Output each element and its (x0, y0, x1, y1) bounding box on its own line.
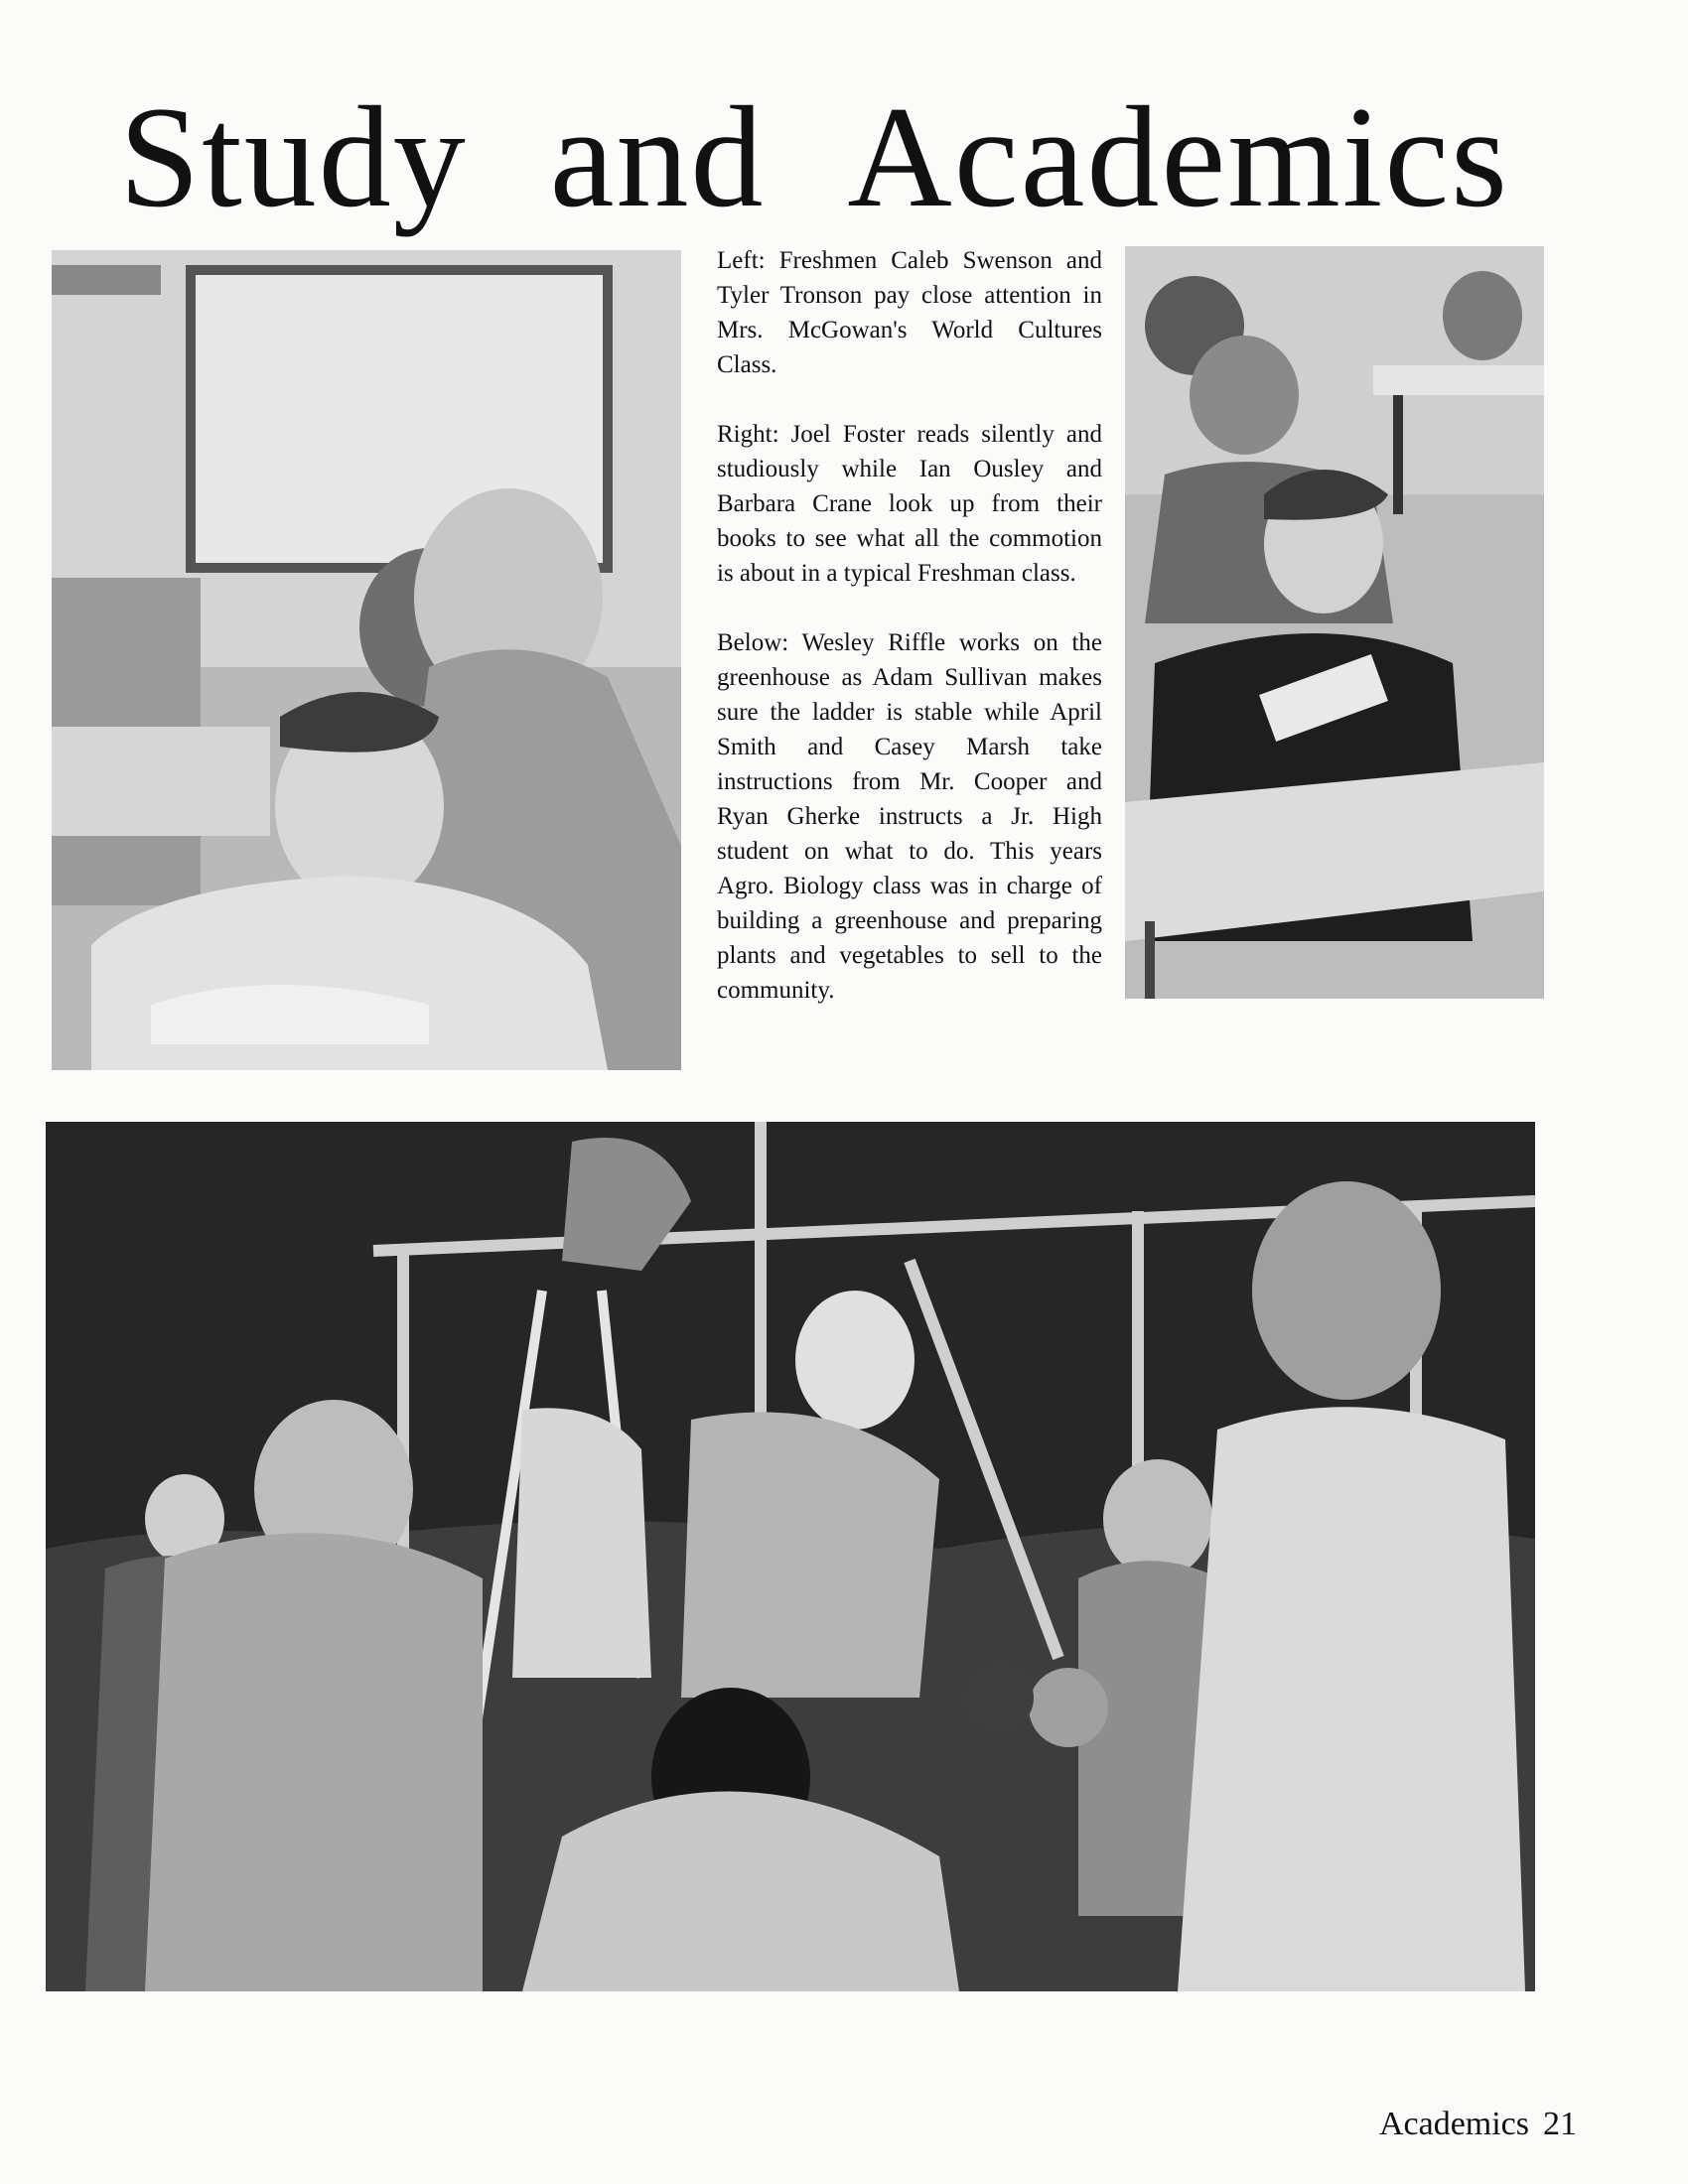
caption-left: Left: Freshmen Caleb Swenson and Tyler Tronson pay close attention in Mrs. McGowan's World Cultures Class. (717, 247, 1102, 378)
caption-right: Right: Joel Foster reads silently and studiously while Ian Ousley and Barbara Crane look up from their books to see what all the commotion is about in a typical Freshman class. (717, 421, 1102, 587)
title-word-academics: Academics (847, 76, 1509, 237)
captions (717, 243, 1102, 1042)
page-title (119, 77, 1509, 236)
photo-classroom-right (1125, 246, 1544, 999)
title-word-study: Study (119, 76, 468, 237)
title-word-and: and (549, 76, 766, 237)
photo-greenhouse (46, 1122, 1535, 1991)
footer-page-number: 21 (1543, 2106, 1577, 2142)
photo-classroom-left (52, 250, 681, 1070)
page-footer (1379, 2105, 1577, 2144)
caption-below: Below: Wesley Riffle works on the greenhouse as Adam Sullivan makes sure the ladder is stable while April Smith and Casey Marsh take instructions from Mr. Cooper and Ryan Gherke instructs a Jr. High student on what to do. This years Agro. Biology class was in charge of building a greenhouse and preparing plants and vegetables to sell to the community. (717, 629, 1102, 1004)
footer-section-label: Academics (1378, 2106, 1529, 2142)
